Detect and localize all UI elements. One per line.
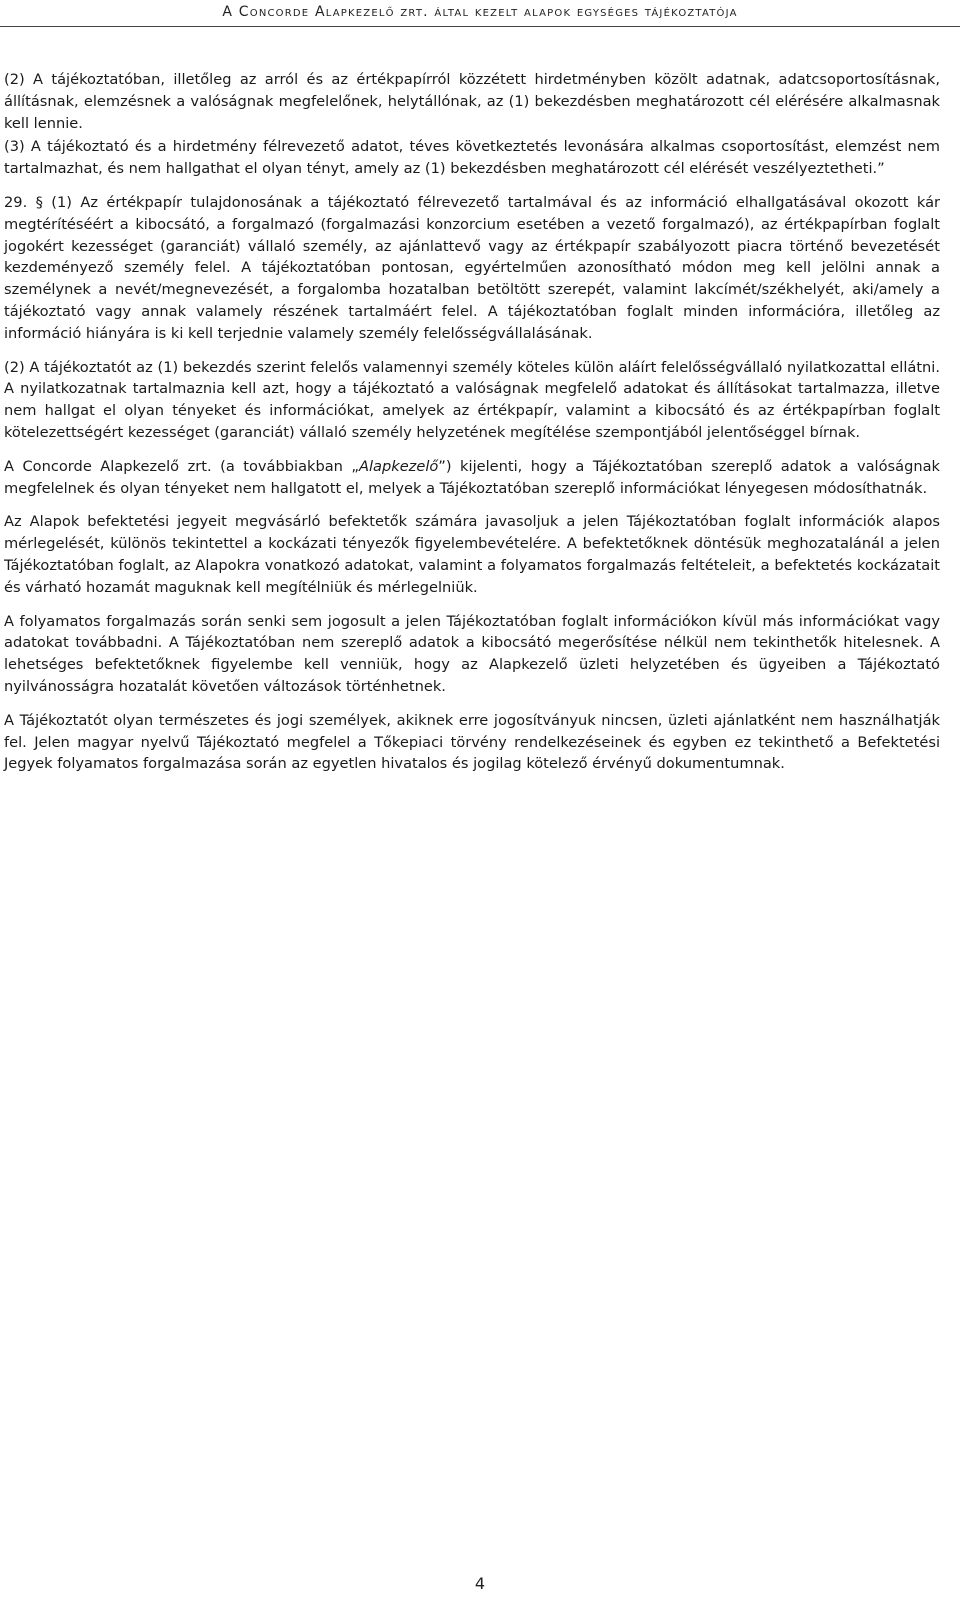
paragraph-legal-validity: A Tájékoztatót olyan természetes és jogi személyek, akiknek erre jogosítványuk nincsen, üzleti ajánlatként nem használhatják fel. Jelen magyar nyelvű Tájékoztató megfelel a Tőkepiaci törvény rendelkezéseinek és egyben ez tekinthető a Befektetési Jegyek folyamatos forgalmazása során az egyetlen hivatalos és jogilag kötelező érvényű dokumentumnak. xyxy=(4,711,940,773)
document-body xyxy=(4,69,940,775)
paragraph-2-accuracy: (2) A tájékoztatóban, illetőleg az arról és az értékpapírról közzétett hirdetményben közölt adatnak, adatcsoportosításnak, állításnak, elemzésnek a valóságnak megfelelőnek, helytállónak, az (1) bekezdésben meghatározott cél elérésére alkalmasnak kell lennie. xyxy=(4,71,940,132)
header-rule xyxy=(0,26,960,27)
section-29-text: (1) Az értékpapír tulajdonosának a tájékoztató félrevezető tartalmával és az információ elhallgatásával okozott kár megtérítéséért a kibocsátó, a forgalmazó (forgalmazási konzorcium esetében a vezető forgalmazó), az értékpapírban foglalt jogokért kezességet (garanciát) vállaló személy, az ajánlattevő vagy az értékpapír szabályozott piacra történő bevezetését kezdeményező személy felel. A tájékoztatóban pontosan, egyértelműen azonosítható módon meg kell jelölni annak a személynek a nevét/megnevezését, a forgalomba hozatalban betöltött szerepét, valamint lakcímét/székhelyét, aki/amely a tájékoztató vagy annak valamely részének tartalmáért felel. A tájékoztatóban foglalt minden információra, illetőleg az információ hiányára is ki kell terjednie valamely személy felelősségvállalásának. xyxy=(4,193,941,342)
statement-defined-term: Alapkezelő xyxy=(359,457,439,475)
paragraph-29-liability xyxy=(4,192,940,345)
running-header: A Concorde Alapkezelő zrt. által kezelt alapok egységes tájékoztatója xyxy=(222,4,738,20)
paragraph-concorde-statement xyxy=(4,456,940,500)
section-number: 29. xyxy=(4,193,28,211)
paragraph-investor-advice: Az Alapok befektetési jegyeit megvásárló befektetők számára javasoljuk a jelen Tájékoztatóban foglalt információk alapos mérlegelését, különös tekintettel a kockázati tényezők figyelembevételére. A befektetőknek döntésük meghozatalánál a jelen Tájékoztatóban foglalt, az Alapokra vonatkozó adatokat, valamint a folyamatos forgalmazás feltételeit, a befektetés kockázatait és várható hozamát maguknak kell megítélniük és mérlegelniük. xyxy=(4,513,940,596)
statement-text-after: ”) kijelenti, hogy a Tájékoztatóban szereplő adatok a valóságnak megfelelnek és olyan tényeket nem hallgatott el, melyek a Tájékoztatóban szereplő információkat lényegesen módosíthatnák. xyxy=(4,457,940,497)
statement-text-before: A Concorde Alapkezelő zrt. (a továbbiakban „ xyxy=(4,457,359,475)
paragraph-3-misleading: (3) A tájékoztató és a hirdetmény félrevezető adatot, téves következtetés levonására alkalmas csoportosítást, elemzést nem tartalmazhat, és nem hallgathat el olyan tényt, amely az (1) bekezdésben meghatározott cél elérését veszélyeztetheti.” xyxy=(4,138,940,178)
paragraph-information-restriction: A folyamatos forgalmazás során senki sem jogosult a jelen Tájékoztatóban foglalt információkon kívül más információkat vagy adatokat továbbadni. A Tájékoztatóban nem szereplő adatok a kibocsátó megerősítése nélkül nem tekinthetők hitelesnek. A lehetséges befektetőknek figyelembe kell venniük, hogy az Alapkezelő üzleti helyzetében és ügyeiben a Tájékoztató nyilvánosságra hozatalát követően változások történhetnek. xyxy=(4,612,940,695)
paragraph-2-declaration: (2) A tájékoztatót az (1) bekezdés szerint felelős valamennyi személy köteles külön aláírt felelősségvállaló nyilatkozattal ellátni. A nyilatkozatnak tartalmaznia kell azt, hogy a tájékoztató a valóságnak megfelelő adatokat és állításokat tartalmazza, illetve nem hallgat el olyan tényeket és információkat, amelyek az értékpapír, valamint a kibocsátó és az értékpapírban foglalt kötelezettségért kezességet (garanciát) vállaló személy helyzetének megítélése szempontjából jelentőséggel bírnak. xyxy=(4,358,940,441)
section-sign: § xyxy=(35,193,43,211)
page-number: 4 xyxy=(474,1574,486,1593)
